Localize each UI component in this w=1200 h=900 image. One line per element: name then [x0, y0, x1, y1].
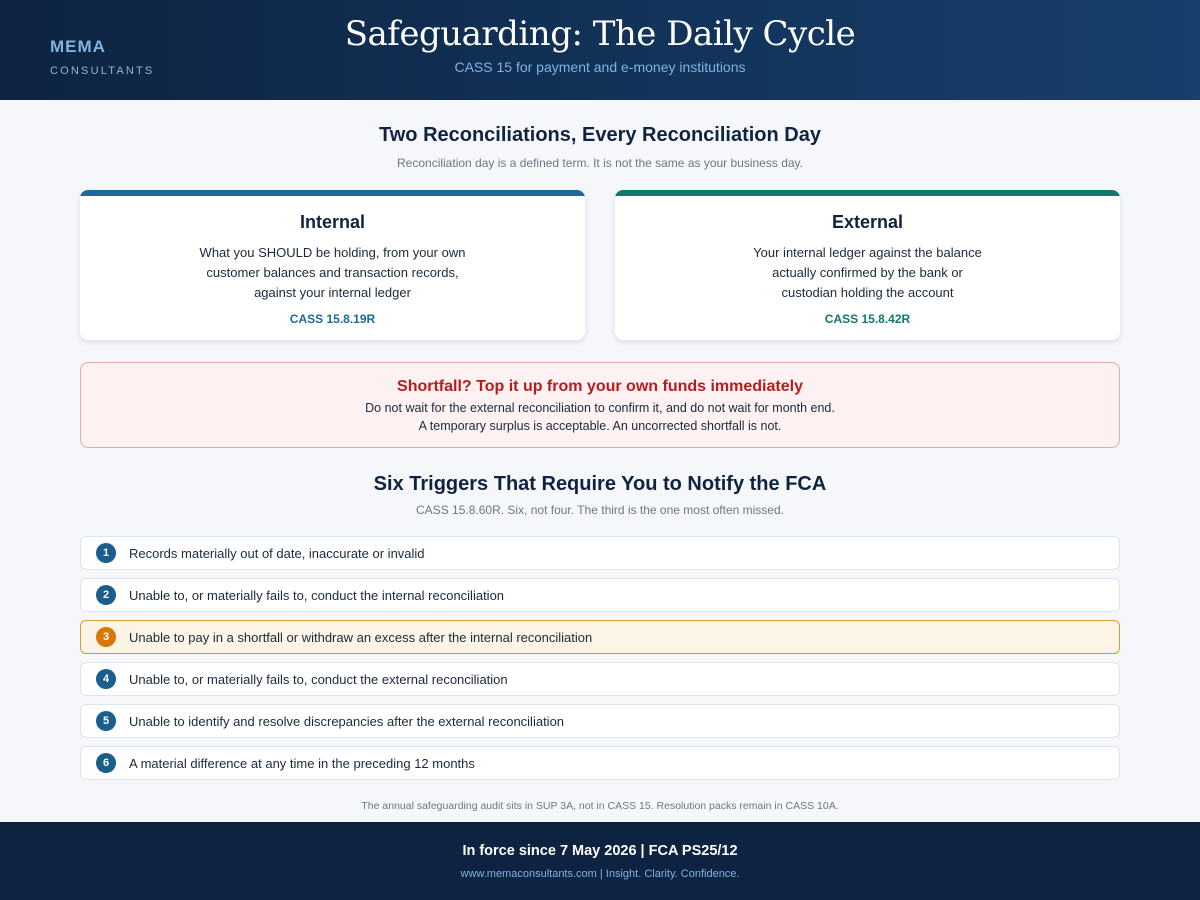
shortfall-alert: [80, 362, 1120, 448]
trigger-row: [80, 578, 1120, 612]
trigger-row: [80, 662, 1120, 696]
footnote: The annual safeguarding audit sits in SUP 3A, not in CASS 15. Resolution packs remain in CASS 10A.: [361, 800, 839, 812]
external-desc-line: actually confirmed by the bank or: [772, 265, 963, 280]
footer-banner: [0, 822, 1200, 900]
external-card-bar: [615, 190, 1120, 196]
trigger-text: Unable to, or materially fails to, conduct the internal reconciliation: [129, 587, 505, 603]
internal-card-title: Internal: [299, 212, 365, 232]
reconciliations-title: Two Reconciliations, Every Reconciliation Day: [379, 124, 821, 146]
triggers-title: Six Triggers That Require You to Notify the FCA: [373, 473, 827, 495]
page-title: Safeguarding: The Daily Cycle: [344, 14, 856, 54]
external-desc-line: Your internal ledger against the balance: [753, 245, 982, 260]
internal-card-bar: [80, 190, 585, 196]
internal-card-desc: [183, 243, 483, 303]
footer-main-text: In force since 7 May 2026 | FCA PS25/12: [462, 843, 738, 859]
alert-title: Shortfall? Top it up from your own funds immediately: [397, 378, 803, 395]
footer-sub-text: www.memaconsultants.com | Insight. Clarity. Confidence.: [460, 868, 740, 880]
brand-name: MEMA: [50, 37, 106, 56]
trigger-row: [80, 536, 1120, 570]
internal-desc-line: against your internal ledger: [254, 285, 411, 300]
trigger-number-badge: 4: [96, 669, 116, 689]
trigger-number-badge: 1: [96, 543, 116, 563]
trigger-text: Records materially out of date, inaccurate or invalid: [129, 545, 425, 561]
internal-card-ref: CASS 15.8.19R: [289, 312, 376, 326]
alert-line-1: Do not wait for the external reconciliation to confirm it, and do not wait for month end.: [365, 401, 835, 415]
page-subtitle: CASS 15 for payment and e-money institutions: [454, 59, 746, 75]
brand-sub: CONSULTANTS: [50, 65, 155, 77]
header-banner: [0, 0, 1200, 100]
internal-card: [80, 190, 585, 340]
external-card-title: External: [831, 212, 904, 232]
external-card-desc: [718, 243, 1018, 303]
trigger-number-badge: 5: [96, 711, 116, 731]
trigger-number-badge: 2: [96, 585, 116, 605]
internal-desc-line: customer balances and transaction records,: [206, 265, 459, 280]
trigger-number-badge: 6: [96, 753, 116, 773]
triggers-subtitle: CASS 15.8.60R. Six, not four. The third is the one most often missed.: [416, 503, 784, 517]
reconciliations-subtitle: Reconciliation day is a defined term. It is not the same as your business day.: [397, 156, 803, 170]
trigger-row: [80, 746, 1120, 780]
trigger-text: A material difference at any time in the preceding 12 months: [129, 755, 475, 771]
trigger-text: Unable to pay in a shortfall or withdraw an excess after the internal reconciliation: [129, 629, 593, 645]
trigger-row-highlighted: [80, 620, 1120, 654]
alert-line-2: A temporary surplus is acceptable. An uncorrected shortfall is not.: [418, 419, 782, 433]
external-desc-line: custodian holding the account: [781, 285, 954, 300]
trigger-row: [80, 704, 1120, 738]
internal-desc-line: What you SHOULD be holding, from your own: [199, 245, 466, 260]
external-card-ref: CASS 15.8.42R: [824, 312, 911, 326]
trigger-text: Unable to, or materially fails to, conduct the external reconciliation: [129, 671, 508, 687]
external-card: [615, 190, 1120, 340]
trigger-number-badge: 3: [96, 627, 116, 647]
trigger-text: Unable to identify and resolve discrepancies after the external reconciliation: [129, 713, 565, 729]
